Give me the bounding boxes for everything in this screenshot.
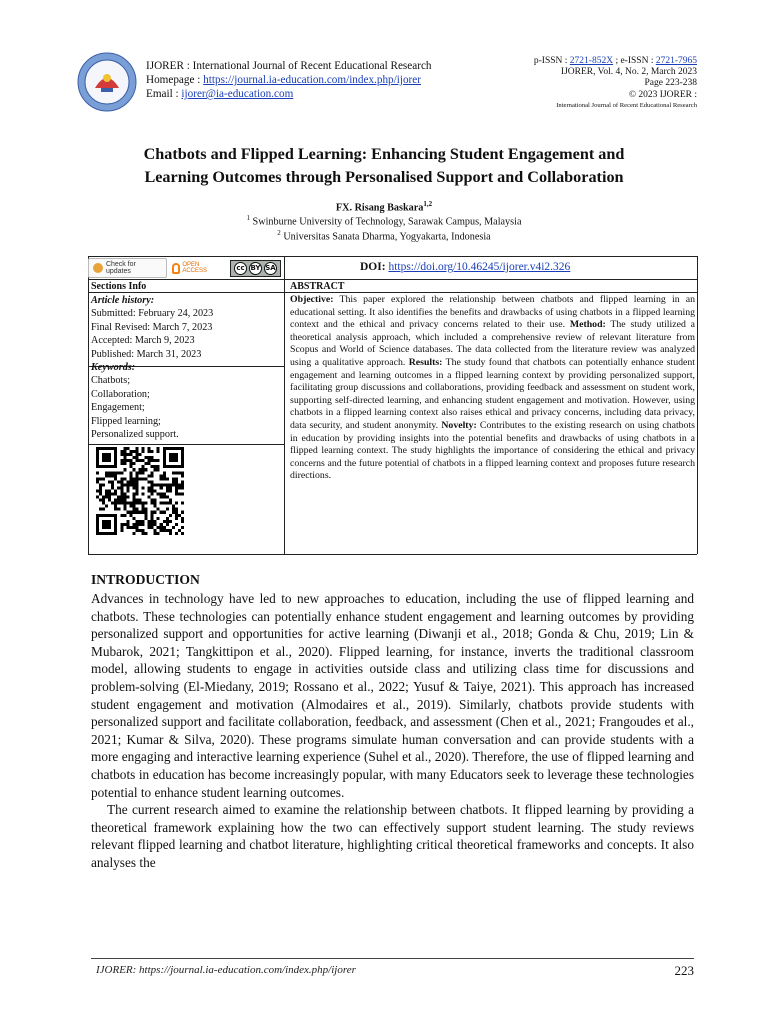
footer-journal-url: IJORER: https://journal.ia-education.com/index.php/ijorer xyxy=(96,964,356,976)
method-text: The study utilized a theoretical analysis approach, which included a comprehensive review of relevant literature from Scopus and World of Science databases. The data collected from the literature review was analyzed using a qualitative approach. xyxy=(290,319,695,368)
table-left-rule xyxy=(88,256,89,554)
doi xyxy=(360,261,570,273)
open-lock-icon xyxy=(172,263,180,274)
open-access-label: OPEN ACCESS xyxy=(182,262,207,274)
history-item: Submitted: February 24, 2023 xyxy=(91,308,214,320)
history-item: Final Revised: March 7, 2023 xyxy=(91,321,213,333)
copyright-sub: International Journal of Recent Educational Research xyxy=(556,101,697,109)
footer-rule xyxy=(91,958,694,959)
page-range: Page 223-238 xyxy=(644,78,697,89)
journal-abbrev: IJORER xyxy=(146,60,184,72)
eissn-label: ; e-ISSN : xyxy=(613,56,656,66)
check-updates-label: Check for updates xyxy=(105,261,136,275)
keyword-item: Chatbots; xyxy=(91,375,131,387)
history-item: Accepted: March 9, 2023 xyxy=(91,335,195,347)
objective-text: This paper explored the relationship between chatbots and flipped learning in an educational setting. It also identifies the benefits and drawbacks of using chatbots in a flipped learning context and the ethical and privacy concerns related to their use. xyxy=(290,294,695,331)
results-text: The study found that chatbots can potentially enhance student engagement and learning outcomes in a flipped learning context by providing personalized support, facilitating group discussions and collaborations, providing feedback and assessment on student work, supporting self-directed learning, and enhancing student engagement and motivation. However, using chatbots in a flipped learning context also raises ethical and privacy concerns, including data privacy, data security, and student anonymity. xyxy=(290,356,696,431)
title-line-2: Learning Outcomes through Personalised Support and Collaboration xyxy=(144,168,624,186)
doi-label: DOI: xyxy=(360,261,389,273)
table-bottom-rule xyxy=(88,554,697,555)
keyword-item: Flipped learning; xyxy=(91,415,161,427)
abstract-heading: ABSTRACT xyxy=(290,281,345,292)
affil1-sup: 1 xyxy=(246,214,250,222)
body-paragraph-2: The current research aimed to examine the relationship between chatbots. It flipped learning by providing a theoretical framework explaining how the two can effectively support student learning. The study reviews relevant flipped learning and chatbot literature, highlighting critical theoretical frameworks and concepts. It also analyses the xyxy=(91,802,694,870)
author xyxy=(0,200,768,213)
novelty-text: Contributes to the existing research on using chatbots in education by providing insights into the potential benefits and drawbacks of using chatbots in a flipped learning context. The study highlights the importance of considering the ethical and privacy concerns and the future potential of chatbots in a flipped learning context and proposes future research directions. xyxy=(290,419,695,482)
history-heading: Article history: xyxy=(91,295,155,306)
table-middle-rule xyxy=(284,256,285,554)
novelty-label: Novelty: xyxy=(441,419,477,431)
email-label: Email : xyxy=(146,88,182,100)
sections-info-heading: Sections Info xyxy=(91,281,147,292)
objective-label: Objective: xyxy=(290,294,334,305)
page-number: 223 xyxy=(674,963,694,978)
journal-logo-icon xyxy=(77,52,137,112)
keywords-bottom-rule xyxy=(88,444,284,445)
affil1-text: Swinburne University of Technology, Sarawak Campus, Malaysia xyxy=(250,216,522,228)
keyword-item: Collaboration; xyxy=(91,388,150,400)
qr-code-icon[interactable] xyxy=(96,447,184,535)
homepage-label: Homepage : xyxy=(146,74,204,86)
keywords-heading: Keywords: xyxy=(91,362,136,374)
table-rule-3 xyxy=(88,292,697,293)
copyright: © 2023 IJORER : xyxy=(628,89,697,100)
table-right-rule xyxy=(697,256,698,554)
affiliation-2 xyxy=(0,229,768,242)
by-icon: BY xyxy=(249,262,262,275)
introduction-heading: INTRODUCTION xyxy=(91,572,200,587)
history-item: Published: March 31, 2023 xyxy=(91,348,202,360)
issue-info xyxy=(534,56,697,110)
volume-info: IJORER, Vol. 4, No. 2, March 2023 xyxy=(560,67,697,78)
article-info xyxy=(91,294,281,441)
affiliation-1 xyxy=(0,214,768,227)
check-updates-icon xyxy=(93,263,103,273)
journal-name: : International Journal of Recent Educational Research xyxy=(183,60,432,72)
body-text xyxy=(91,590,694,872)
badges xyxy=(88,257,281,279)
pissn-label: p-ISSN : xyxy=(533,56,570,66)
title-line-1: Chatbots and Flipped Learning: Enhancing Student Engagement and xyxy=(143,145,625,163)
paper-title xyxy=(60,143,708,189)
results-label: Results: xyxy=(408,356,443,368)
keyword-item: Engagement; xyxy=(91,402,145,414)
sa-icon: SA xyxy=(264,262,277,275)
eissn-link[interactable]: 2721-7965 xyxy=(655,56,697,66)
pissn-link[interactable]: 2721-852X xyxy=(569,56,614,66)
check-for-updates-button[interactable] xyxy=(88,258,167,278)
open-access-badge xyxy=(172,262,225,274)
affil2-text: Universitas Sanata Dharma, Yogyakarta, Indonesia xyxy=(280,231,491,243)
email-link[interactable]: ijorer@ia-education.com xyxy=(181,88,294,100)
cc-icon: cc xyxy=(234,262,247,275)
keyword-item: Personalized support. xyxy=(91,429,179,441)
cc-license-badge[interactable] xyxy=(230,260,281,277)
table-rule-2 xyxy=(88,279,697,280)
author-sup: 1,2 xyxy=(423,200,433,208)
journal-header xyxy=(146,59,432,101)
affil2-sup: 2 xyxy=(277,229,281,237)
abstract-text xyxy=(290,294,695,483)
doi-link[interactable]: https://doi.org/10.46245/ijorer.v4i2.326 xyxy=(388,261,571,273)
body-paragraph-1: Advances in technology have led to new approaches to education, including the use of flipped learning and chatbots. These technologies can potentially enhance student engagement and learning outcomes by providing personalized support and opportunities for active learning (Diwanji et al., 2018; Gonda & Chu, 2019; Lin & Mubarok, 2021; Tangkittipon et al., 2020). Flipped learning, for instance, inverts the traditional classroom model, allowing students to engage in activities outside class and utilizing class time for discussions and problem-solving (El-Miedany, 2019; Rossano et al., 2022; Yusuf & Taiye, 2021). This approach has increased student engagement and motivation (Almodaires et al., 2019). Similarly, chatbots provide students with personalized support and facilitate collaboration, feedback, and assessment (Chen et al., 2021; Frangoudes et al., 2021; Kumar & Silva, 2020). These programs simulate human conversation and can provide students with a more engaging and interactive learning experience (Suhel et al., 2020). Therefore, the use of flipped learning and chatbots in education has become increasingly popular, with many Educators seek to leverage these technologies potential to enhance student learning outcomes. xyxy=(91,591,694,800)
author-name: FX. Risang Baskara xyxy=(335,202,424,214)
method-label: Method: xyxy=(569,319,606,331)
homepage-link[interactable]: https://journal.ia-education.com/index.php/ijorer xyxy=(203,74,421,86)
